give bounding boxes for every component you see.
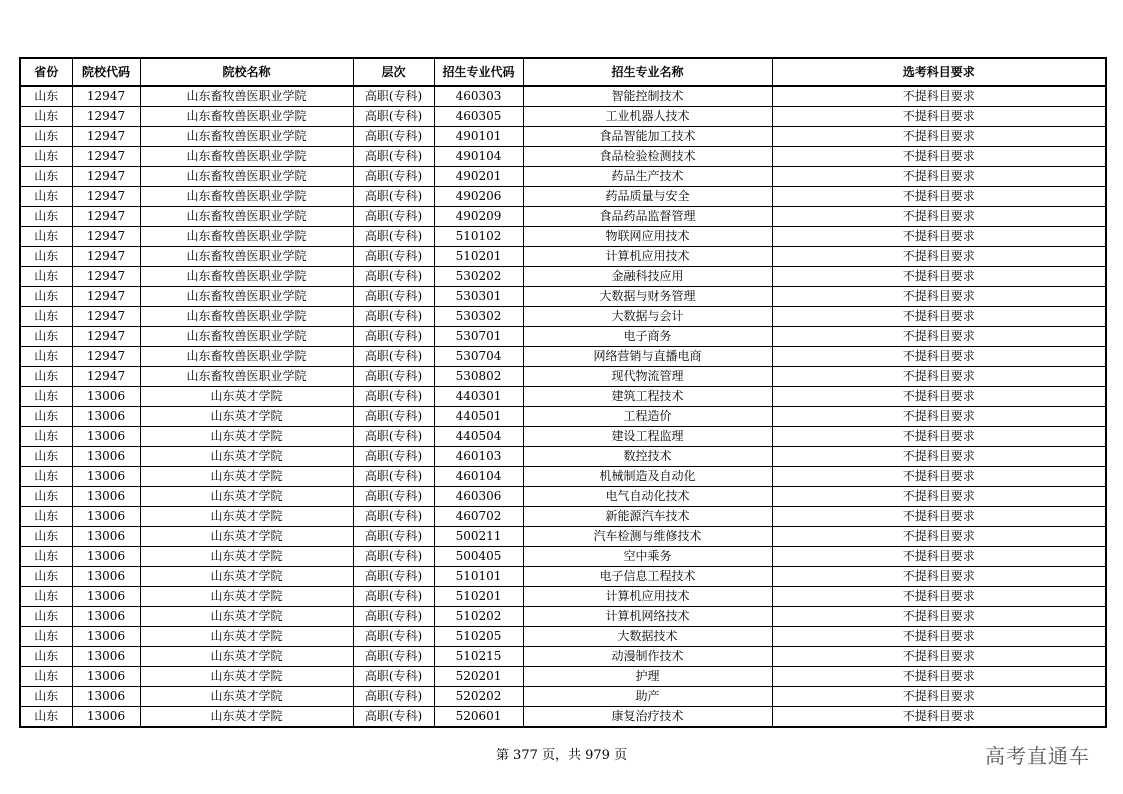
table-row	[20, 427, 1106, 447]
cell-major-code: 520201	[434, 667, 523, 687]
cell-school-name: 山东畜牧兽医职业学院	[140, 187, 353, 207]
cell-province: 山东	[20, 327, 72, 347]
cell-major-name: 汽车检测与维修技术	[523, 527, 772, 547]
cell-school-code: 12947	[72, 267, 140, 287]
table-row	[20, 367, 1106, 387]
cell-major-name: 助产	[523, 687, 772, 707]
header-level: 层次	[353, 58, 434, 86]
cell-school-code: 13006	[72, 407, 140, 427]
cell-subject-requirement: 不提科目要求	[772, 187, 1106, 207]
cell-province: 山东	[20, 247, 72, 267]
cell-school-code: 12947	[72, 367, 140, 387]
cell-school-name: 山东英才学院	[140, 427, 353, 447]
cell-level: 高职(专科)	[353, 147, 434, 167]
cell-province: 山东	[20, 707, 72, 728]
cell-major-name: 动漫制作技术	[523, 647, 772, 667]
cell-subject-requirement: 不提科目要求	[772, 547, 1106, 567]
table-row	[20, 647, 1106, 667]
cell-major-code: 530301	[434, 287, 523, 307]
cell-major-name: 新能源汽车技术	[523, 507, 772, 527]
cell-province: 山东	[20, 107, 72, 127]
cell-province: 山东	[20, 647, 72, 667]
cell-subject-requirement: 不提科目要求	[772, 707, 1106, 728]
cell-major-code: 440501	[434, 407, 523, 427]
cell-school-name: 山东畜牧兽医职业学院	[140, 327, 353, 347]
cell-province: 山东	[20, 347, 72, 367]
cell-subject-requirement: 不提科目要求	[772, 387, 1106, 407]
cell-province: 山东	[20, 607, 72, 627]
cell-major-name: 计算机应用技术	[523, 587, 772, 607]
table-row	[20, 127, 1106, 147]
table-row	[20, 147, 1106, 167]
cell-major-name: 空中乘务	[523, 547, 772, 567]
cell-level: 高职(专科)	[353, 387, 434, 407]
cell-major-name: 计算机网络技术	[523, 607, 772, 627]
cell-province: 山东	[20, 86, 72, 107]
cell-level: 高职(专科)	[353, 707, 434, 728]
cell-major-name: 现代物流管理	[523, 367, 772, 387]
cell-subject-requirement: 不提科目要求	[772, 287, 1106, 307]
cell-major-code: 530802	[434, 367, 523, 387]
cell-school-code: 13006	[72, 527, 140, 547]
cell-province: 山东	[20, 667, 72, 687]
cell-major-name: 大数据与会计	[523, 307, 772, 327]
cell-major-code: 460305	[434, 107, 523, 127]
cell-subject-requirement: 不提科目要求	[772, 527, 1106, 547]
cell-level: 高职(专科)	[353, 407, 434, 427]
cell-school-name: 山东畜牧兽医职业学院	[140, 307, 353, 327]
cell-subject-requirement: 不提科目要求	[772, 147, 1106, 167]
cell-level: 高职(专科)	[353, 467, 434, 487]
cell-major-name: 金融科技应用	[523, 267, 772, 287]
cell-school-name: 山东畜牧兽医职业学院	[140, 207, 353, 227]
cell-major-code: 440301	[434, 387, 523, 407]
header-school-code: 院校代码	[72, 58, 140, 86]
cell-level: 高职(专科)	[353, 127, 434, 147]
header-major-code: 招生专业代码	[434, 58, 523, 86]
cell-school-name: 山东畜牧兽医职业学院	[140, 287, 353, 307]
table-row	[20, 667, 1106, 687]
table-row	[20, 567, 1106, 587]
cell-province: 山东	[20, 367, 72, 387]
cell-level: 高职(专科)	[353, 167, 434, 187]
cell-school-name: 山东英才学院	[140, 667, 353, 687]
table-row	[20, 707, 1106, 728]
cell-subject-requirement: 不提科目要求	[772, 507, 1106, 527]
cell-level: 高职(专科)	[353, 327, 434, 347]
cell-province: 山东	[20, 307, 72, 327]
cell-major-code: 530701	[434, 327, 523, 347]
table-row	[20, 387, 1106, 407]
cell-school-code: 13006	[72, 547, 140, 567]
cell-school-code: 12947	[72, 227, 140, 247]
cell-level: 高职(专科)	[353, 287, 434, 307]
table-row	[20, 207, 1106, 227]
table-row	[20, 687, 1106, 707]
header-province: 省份	[20, 58, 72, 86]
cell-major-code: 510205	[434, 627, 523, 647]
cell-major-name: 计算机应用技术	[523, 247, 772, 267]
cell-school-code: 12947	[72, 127, 140, 147]
cell-province: 山东	[20, 207, 72, 227]
cell-subject-requirement: 不提科目要求	[772, 367, 1106, 387]
cell-major-name: 智能控制技术	[523, 86, 772, 107]
cell-school-code: 13006	[72, 587, 140, 607]
table-row	[20, 287, 1106, 307]
cell-province: 山东	[20, 227, 72, 247]
cell-level: 高职(专科)	[353, 547, 434, 567]
cell-subject-requirement: 不提科目要求	[772, 327, 1106, 347]
cell-school-code: 13006	[72, 687, 140, 707]
cell-school-name: 山东英才学院	[140, 707, 353, 728]
cell-major-name: 食品智能加工技术	[523, 127, 772, 147]
cell-school-name: 山东畜牧兽医职业学院	[140, 147, 353, 167]
cell-school-name: 山东英才学院	[140, 647, 353, 667]
cell-province: 山东	[20, 387, 72, 407]
cell-level: 高职(专科)	[353, 227, 434, 247]
cell-province: 山东	[20, 507, 72, 527]
cell-major-name: 大数据与财务管理	[523, 287, 772, 307]
table-row	[20, 327, 1106, 347]
table-row	[20, 247, 1106, 267]
cell-level: 高职(专科)	[353, 607, 434, 627]
cell-subject-requirement: 不提科目要求	[772, 467, 1106, 487]
cell-school-name: 山东英才学院	[140, 567, 353, 587]
cell-subject-requirement: 不提科目要求	[772, 407, 1106, 427]
cell-major-code: 500405	[434, 547, 523, 567]
cell-province: 山东	[20, 547, 72, 567]
cell-major-code: 530202	[434, 267, 523, 287]
cell-school-name: 山东畜牧兽医职业学院	[140, 267, 353, 287]
page-number: 第 377 页，共 979 页	[495, 748, 628, 763]
cell-province: 山东	[20, 427, 72, 447]
cell-major-code: 460103	[434, 447, 523, 467]
cell-province: 山东	[20, 587, 72, 607]
cell-school-name: 山东畜牧兽医职业学院	[140, 167, 353, 187]
cell-school-code: 13006	[72, 387, 140, 407]
cell-subject-requirement: 不提科目要求	[772, 627, 1106, 647]
watermark-logo-text: 高考直通车	[985, 744, 1090, 768]
cell-major-code: 490206	[434, 187, 523, 207]
cell-subject-requirement: 不提科目要求	[772, 647, 1106, 667]
table-body	[20, 86, 1106, 727]
cell-subject-requirement: 不提科目要求	[772, 487, 1106, 507]
cell-subject-requirement: 不提科目要求	[772, 167, 1106, 187]
cell-school-name: 山东英才学院	[140, 447, 353, 467]
cell-province: 山东	[20, 627, 72, 647]
cell-level: 高职(专科)	[353, 267, 434, 287]
cell-level: 高职(专科)	[353, 307, 434, 327]
cell-major-code: 460104	[434, 467, 523, 487]
cell-level: 高职(专科)	[353, 247, 434, 267]
cell-school-code: 12947	[72, 187, 140, 207]
cell-subject-requirement: 不提科目要求	[772, 687, 1106, 707]
cell-school-code: 13006	[72, 487, 140, 507]
cell-province: 山东	[20, 467, 72, 487]
cell-school-code: 13006	[72, 647, 140, 667]
cell-school-code: 12947	[72, 167, 140, 187]
cell-major-code: 460702	[434, 507, 523, 527]
cell-major-name: 药品质量与安全	[523, 187, 772, 207]
cell-major-code: 490104	[434, 147, 523, 167]
table-row	[20, 447, 1106, 467]
cell-school-name: 山东英才学院	[140, 687, 353, 707]
cell-province: 山东	[20, 687, 72, 707]
cell-level: 高职(专科)	[353, 507, 434, 527]
table-header-row	[20, 58, 1106, 86]
cell-subject-requirement: 不提科目要求	[772, 86, 1106, 107]
cell-major-code: 520601	[434, 707, 523, 728]
cell-school-name: 山东英才学院	[140, 467, 353, 487]
cell-major-code: 520202	[434, 687, 523, 707]
cell-subject-requirement: 不提科目要求	[772, 127, 1106, 147]
cell-level: 高职(专科)	[353, 447, 434, 467]
table-row	[20, 107, 1106, 127]
cell-level: 高职(专科)	[353, 207, 434, 227]
cell-major-name: 康复治疗技术	[523, 707, 772, 728]
admissions-table-container	[19, 57, 1105, 728]
table-row	[20, 267, 1106, 287]
cell-major-code: 490101	[434, 127, 523, 147]
cell-school-code: 12947	[72, 247, 140, 267]
cell-level: 高职(专科)	[353, 687, 434, 707]
cell-school-name: 山东畜牧兽医职业学院	[140, 127, 353, 147]
cell-major-code: 510201	[434, 587, 523, 607]
cell-school-name: 山东畜牧兽医职业学院	[140, 86, 353, 107]
table-row	[20, 227, 1106, 247]
table-row	[20, 167, 1106, 187]
cell-subject-requirement: 不提科目要求	[772, 587, 1106, 607]
cell-subject-requirement: 不提科目要求	[772, 347, 1106, 367]
cell-school-name: 山东英才学院	[140, 627, 353, 647]
cell-school-name: 山东英才学院	[140, 547, 353, 567]
cell-province: 山东	[20, 187, 72, 207]
cell-level: 高职(专科)	[353, 587, 434, 607]
cell-subject-requirement: 不提科目要求	[772, 447, 1106, 467]
cell-major-code: 510102	[434, 227, 523, 247]
cell-major-name: 物联网应用技术	[523, 227, 772, 247]
cell-school-code: 13006	[72, 507, 140, 527]
cell-subject-requirement: 不提科目要求	[772, 207, 1106, 227]
header-subject-requirement: 选考科目要求	[772, 58, 1106, 86]
cell-province: 山东	[20, 487, 72, 507]
cell-level: 高职(专科)	[353, 647, 434, 667]
cell-major-name: 建筑工程技术	[523, 387, 772, 407]
cell-school-name: 山东英才学院	[140, 607, 353, 627]
cell-subject-requirement: 不提科目要求	[772, 607, 1106, 627]
cell-major-code: 510202	[434, 607, 523, 627]
cell-major-name: 工程造价	[523, 407, 772, 427]
table-row	[20, 487, 1106, 507]
cell-major-name: 数控技术	[523, 447, 772, 467]
cell-major-code: 500211	[434, 527, 523, 547]
cell-major-code: 510201	[434, 247, 523, 267]
cell-school-code: 13006	[72, 447, 140, 467]
cell-level: 高职(专科)	[353, 107, 434, 127]
cell-school-code: 12947	[72, 147, 140, 167]
cell-school-code: 13006	[72, 667, 140, 687]
cell-major-code: 460303	[434, 86, 523, 107]
admissions-table	[19, 57, 1107, 728]
cell-major-name: 工业机器人技术	[523, 107, 772, 127]
table-row	[20, 307, 1106, 327]
cell-level: 高职(专科)	[353, 527, 434, 547]
cell-subject-requirement: 不提科目要求	[772, 247, 1106, 267]
cell-level: 高职(专科)	[353, 427, 434, 447]
cell-school-code: 13006	[72, 427, 140, 447]
table-row	[20, 627, 1106, 647]
cell-school-code: 12947	[72, 107, 140, 127]
cell-school-code: 13006	[72, 567, 140, 587]
cell-major-name: 食品药品监督管理	[523, 207, 772, 227]
cell-level: 高职(专科)	[353, 487, 434, 507]
cell-school-name: 山东畜牧兽医职业学院	[140, 107, 353, 127]
cell-major-name: 电子商务	[523, 327, 772, 347]
cell-major-code: 460306	[434, 487, 523, 507]
cell-school-code: 13006	[72, 607, 140, 627]
header-school-name: 院校名称	[140, 58, 353, 86]
cell-school-name: 山东英才学院	[140, 507, 353, 527]
cell-major-code: 530302	[434, 307, 523, 327]
cell-level: 高职(专科)	[353, 667, 434, 687]
cell-subject-requirement: 不提科目要求	[772, 667, 1106, 687]
cell-school-code: 12947	[72, 287, 140, 307]
table-row	[20, 347, 1106, 367]
cell-subject-requirement: 不提科目要求	[772, 307, 1106, 327]
table-row	[20, 507, 1106, 527]
cell-school-name: 山东英才学院	[140, 487, 353, 507]
cell-school-name: 山东畜牧兽医职业学院	[140, 347, 353, 367]
cell-level: 高职(专科)	[353, 86, 434, 107]
cell-major-name: 机械制造及自动化	[523, 467, 772, 487]
table-row	[20, 407, 1106, 427]
cell-major-name: 护理	[523, 667, 772, 687]
cell-school-code: 13006	[72, 467, 140, 487]
cell-level: 高职(专科)	[353, 187, 434, 207]
cell-school-name: 山东英才学院	[140, 387, 353, 407]
cell-subject-requirement: 不提科目要求	[772, 227, 1106, 247]
table-row	[20, 86, 1106, 107]
cell-level: 高职(专科)	[353, 627, 434, 647]
cell-province: 山东	[20, 167, 72, 187]
header-major-name: 招生专业名称	[523, 58, 772, 86]
cell-major-code: 530704	[434, 347, 523, 367]
cell-major-code: 490201	[434, 167, 523, 187]
cell-school-code: 12947	[72, 86, 140, 107]
cell-province: 山东	[20, 527, 72, 547]
cell-school-code: 13006	[72, 627, 140, 647]
cell-province: 山东	[20, 147, 72, 167]
cell-subject-requirement: 不提科目要求	[772, 427, 1106, 447]
cell-major-name: 大数据技术	[523, 627, 772, 647]
cell-major-name: 建设工程监理	[523, 427, 772, 447]
cell-major-code: 510101	[434, 567, 523, 587]
cell-province: 山东	[20, 267, 72, 287]
cell-school-name: 山东畜牧兽医职业学院	[140, 227, 353, 247]
table-row	[20, 607, 1106, 627]
cell-subject-requirement: 不提科目要求	[772, 567, 1106, 587]
cell-province: 山东	[20, 447, 72, 467]
cell-school-code: 12947	[72, 327, 140, 347]
table-row	[20, 187, 1106, 207]
cell-major-name: 电子信息工程技术	[523, 567, 772, 587]
cell-major-name: 网络营销与直播电商	[523, 347, 772, 367]
cell-school-code: 12947	[72, 207, 140, 227]
table-row	[20, 547, 1106, 567]
cell-major-name: 食品检验检测技术	[523, 147, 772, 167]
cell-school-name: 山东英才学院	[140, 407, 353, 427]
cell-school-name: 山东英才学院	[140, 527, 353, 547]
cell-level: 高职(专科)	[353, 347, 434, 367]
table-row	[20, 527, 1106, 547]
cell-school-code: 13006	[72, 707, 140, 728]
table-row	[20, 467, 1106, 487]
cell-level: 高职(专科)	[353, 367, 434, 387]
cell-province: 山东	[20, 127, 72, 147]
cell-major-code: 440504	[434, 427, 523, 447]
cell-major-name: 电气自动化技术	[523, 487, 772, 507]
cell-province: 山东	[20, 287, 72, 307]
cell-major-code: 510215	[434, 647, 523, 667]
cell-level: 高职(专科)	[353, 567, 434, 587]
cell-school-code: 12947	[72, 307, 140, 327]
table-row	[20, 587, 1106, 607]
cell-school-name: 山东英才学院	[140, 587, 353, 607]
cell-province: 山东	[20, 567, 72, 587]
cell-school-name: 山东畜牧兽医职业学院	[140, 367, 353, 387]
cell-subject-requirement: 不提科目要求	[772, 107, 1106, 127]
cell-school-code: 12947	[72, 347, 140, 367]
cell-subject-requirement: 不提科目要求	[772, 267, 1106, 287]
cell-major-code: 490209	[434, 207, 523, 227]
cell-major-name: 药品生产技术	[523, 167, 772, 187]
cell-school-name: 山东畜牧兽医职业学院	[140, 247, 353, 267]
cell-province: 山东	[20, 407, 72, 427]
